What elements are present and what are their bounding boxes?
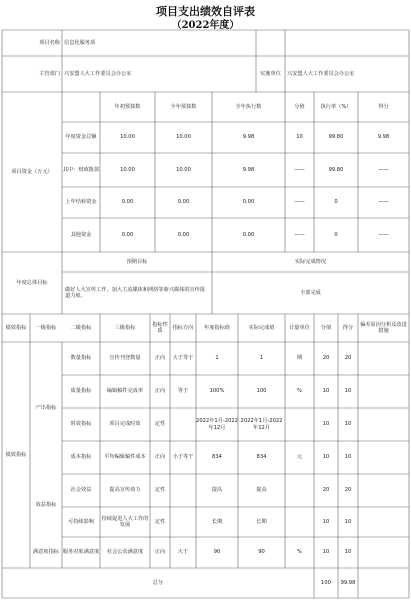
indicator-got-cell: 10 — [344, 421, 352, 428]
funds-cell: 9.98 — [242, 166, 255, 173]
funds-cell: 99.80 — [328, 134, 344, 141]
indicator-header-cell: 实际完成值 — [248, 324, 275, 331]
performance-indicator-side-label: 绩效指标 — [5, 451, 27, 458]
indicator-unit-cell: % — [297, 549, 302, 556]
funds-row-label: 年度资金总额 — [65, 134, 97, 141]
indicator-header-cell: 偏差原因分析及改进措施 — [360, 321, 407, 334]
indicator-header-cell: 三级指标 — [114, 324, 136, 331]
indicator-direction-cell: 大于 — [177, 549, 189, 556]
funds-section-label: 项目资金（万元） — [11, 168, 53, 175]
indicator-target-cell: 1 — [215, 355, 219, 362]
indicator-actual-cell: 90 — [258, 549, 265, 556]
indicator-direction-cell — [170, 507, 196, 537]
total-label: 总分 — [152, 579, 164, 586]
indicator-unit-cell — [285, 507, 314, 537]
actual-goal-header: 实际完成情况 — [294, 258, 327, 265]
indicator-l3-cell: 提高宣传效力 — [109, 487, 141, 494]
funds-cell: 0.00 — [177, 199, 190, 206]
funds-header-cell: 得分 — [378, 103, 389, 110]
indicator-l2-cell: 服务对象满意度 — [62, 549, 100, 556]
indicator-nature-cell: 正向 — [154, 355, 166, 362]
indicator-actual-cell: 长期 — [256, 518, 267, 525]
funds-cell: 10.00 — [120, 166, 135, 173]
funds-cell: 10.00 — [120, 134, 135, 141]
indicator-direction-cell: 等于 — [177, 388, 189, 395]
funds-cell: —— — [378, 199, 389, 206]
unit-value: 兴安盟人大工作委员会办公室 — [287, 70, 355, 77]
funds-header-cell: 全年预算数 — [170, 103, 197, 110]
indicator-target-cell: 90 — [213, 549, 221, 556]
funds-header-cell: 分值 — [294, 103, 305, 110]
indicator-nature-cell: 定性 — [154, 487, 166, 494]
indicator-score-cell: 10 — [322, 518, 330, 525]
project-name-label: 项目名称 — [39, 39, 60, 46]
level1-output: 产出指标 — [35, 404, 57, 411]
funds-cell: 0.00 — [121, 199, 134, 206]
indicator-got-cell: 10 — [344, 454, 352, 461]
funds-cell: 0.00 — [121, 231, 134, 238]
indicator-target-cell: 100% — [209, 388, 225, 395]
indicator-nature-cell: 正向 — [154, 388, 166, 395]
funds-cell: 0.00 — [242, 231, 255, 238]
funds-cell: 0.00 — [177, 231, 190, 238]
indicator-l2-cell: 质量指标 — [70, 388, 92, 395]
indicator-direction-cell: 小于等于 — [172, 454, 194, 461]
funds-row-label: 其中：财政拨款 — [62, 166, 100, 173]
funds-cell: 10 — [296, 134, 303, 141]
funds-cell: —— — [294, 199, 305, 206]
funds-cell: 10.00 — [176, 134, 191, 141]
actual-goal-text: 全部完成 — [300, 289, 321, 296]
indicator-actual-cell: 1 — [259, 355, 264, 362]
goals-label: 年度总体目标 — [16, 279, 48, 286]
level1-benefit: 效益指标 — [35, 502, 57, 509]
indicator-l2-cell: 社会效益 — [70, 487, 92, 494]
indicator-direction-cell: 大于等于 — [172, 355, 194, 362]
indicator-got-cell: 20 — [344, 487, 352, 494]
dept-value: 兴安盟人大工作委员会办公室 — [64, 70, 132, 77]
indicator-got-cell: 10 — [344, 549, 352, 556]
funds-cell: 0 — [334, 231, 338, 238]
funds-header-cell: 执行率（%） — [320, 103, 352, 110]
indicator-score-cell: 20 — [322, 355, 330, 362]
page-title: 项目支出绩效自评表 — [156, 5, 255, 18]
funds-cell: —— — [378, 231, 389, 238]
funds-cell: —— — [294, 166, 305, 173]
indicator-actual-cell: 2022年1月-2022年12月 — [240, 418, 283, 431]
indicator-l3-cell: 项目完成时效 — [109, 421, 141, 428]
indicator-header-cell: 绩效指标 — [5, 324, 27, 331]
indicator-actual-cell: 100 — [256, 388, 267, 395]
indicator-l3-cell: 平均编辑稿件成本 — [104, 454, 146, 461]
indicator-l2-cell: 成本指标 — [70, 454, 92, 461]
indicator-unit-cell — [285, 474, 314, 507]
expected-goal-header: 预期目标 — [126, 258, 148, 265]
indicator-unit-cell: 期 — [296, 355, 303, 362]
indicator-score-cell: 20 — [322, 487, 330, 494]
indicator-header-cell: 计量单位 — [289, 324, 310, 331]
indicator-unit-cell — [285, 408, 314, 441]
indicator-score-cell: 10 — [322, 388, 330, 395]
indicator-header-cell: 得分 — [342, 324, 354, 331]
funds-row-label: 其他资金 — [70, 231, 92, 238]
indicator-nature-cell: 定性 — [154, 518, 166, 525]
indicator-target-cell: 834 — [212, 454, 222, 461]
indicator-header-cell: 分值 — [320, 324, 332, 331]
indicator-l3-cell: 持续促进人大工作的发展 — [101, 515, 149, 528]
project-name-value: 信息化服务项 — [64, 39, 96, 46]
funds-cell: 0 — [334, 199, 338, 206]
indicator-score-cell: 10 — [322, 549, 330, 556]
indicator-l3-cell: 社会公众满意度 — [106, 549, 144, 556]
indicator-header-cell: 年度指标值 — [204, 324, 230, 331]
unit-label: 实施单位 — [260, 70, 281, 77]
level1-satisfaction: 满意度指标 — [33, 549, 59, 556]
indicator-l2-cell: 可持续影响 — [68, 518, 94, 525]
indicator-header-cell: 指标方向 — [172, 324, 194, 331]
total-got: 99.98 — [340, 579, 356, 586]
indicator-score-cell: 10 — [322, 454, 330, 461]
indicator-actual-cell: 提高 — [256, 487, 267, 494]
funds-cell: —— — [378, 166, 389, 173]
indicator-direction-cell — [170, 408, 196, 441]
indicator-nature-cell: 正向 — [154, 454, 166, 461]
indicator-header-cell: 二级指标 — [70, 324, 92, 331]
indicator-target-cell: 2022年1月-2022年12月 — [196, 418, 238, 431]
indicator-header-cell: 指标性质 — [152, 321, 168, 334]
page-subtitle: （2022年度） — [171, 20, 240, 31]
indicator-got-cell: 10 — [344, 388, 352, 395]
indicator-target-cell: 长期 — [211, 518, 223, 525]
indicator-header-cell: 一级指标 — [35, 324, 57, 331]
funds-cell: 10.00 — [176, 166, 191, 173]
indicator-target-cell: 提高 — [211, 487, 223, 494]
indicator-unit-cell: % — [297, 388, 302, 395]
indicator-got-cell: 10 — [344, 518, 352, 525]
funds-cell: 99.80 — [328, 166, 344, 173]
funds-header-cell: 年初预算数 — [114, 103, 141, 110]
funds-cell: 0.00 — [242, 199, 255, 206]
indicator-l2-cell: 数量指标 — [70, 355, 92, 362]
indicator-unit-cell: 元 — [296, 454, 303, 461]
indicator-l3-cell: 编辑稿件完成率 — [106, 388, 144, 395]
indicator-got-cell: 20 — [344, 355, 352, 362]
funds-row-label: 上年结转资金 — [65, 199, 97, 206]
funds-cell: —— — [294, 231, 305, 238]
total-score: 100 — [321, 579, 331, 586]
indicator-l3-cell: 宣传刊登数量 — [109, 355, 141, 362]
indicator-nature-cell: 定性 — [154, 421, 166, 428]
funds-cell: 9.98 — [242, 134, 255, 141]
funds-header-cell: 全年执行数 — [235, 103, 262, 110]
indicator-nature-cell: 正向 — [154, 549, 166, 556]
indicator-l2-cell: 时效指标 — [70, 421, 92, 428]
dept-label: 主管部门 — [39, 70, 60, 77]
expected-goal-text: 做好人大宣传工作，加大主流媒体和网络等新兴媒体的宣传报道力度。 — [65, 286, 206, 299]
indicator-direction-cell — [170, 474, 196, 507]
indicator-score-cell: 10 — [322, 421, 330, 428]
funds-cell: 9.98 — [377, 134, 390, 141]
indicator-actual-cell: 834 — [256, 454, 267, 461]
